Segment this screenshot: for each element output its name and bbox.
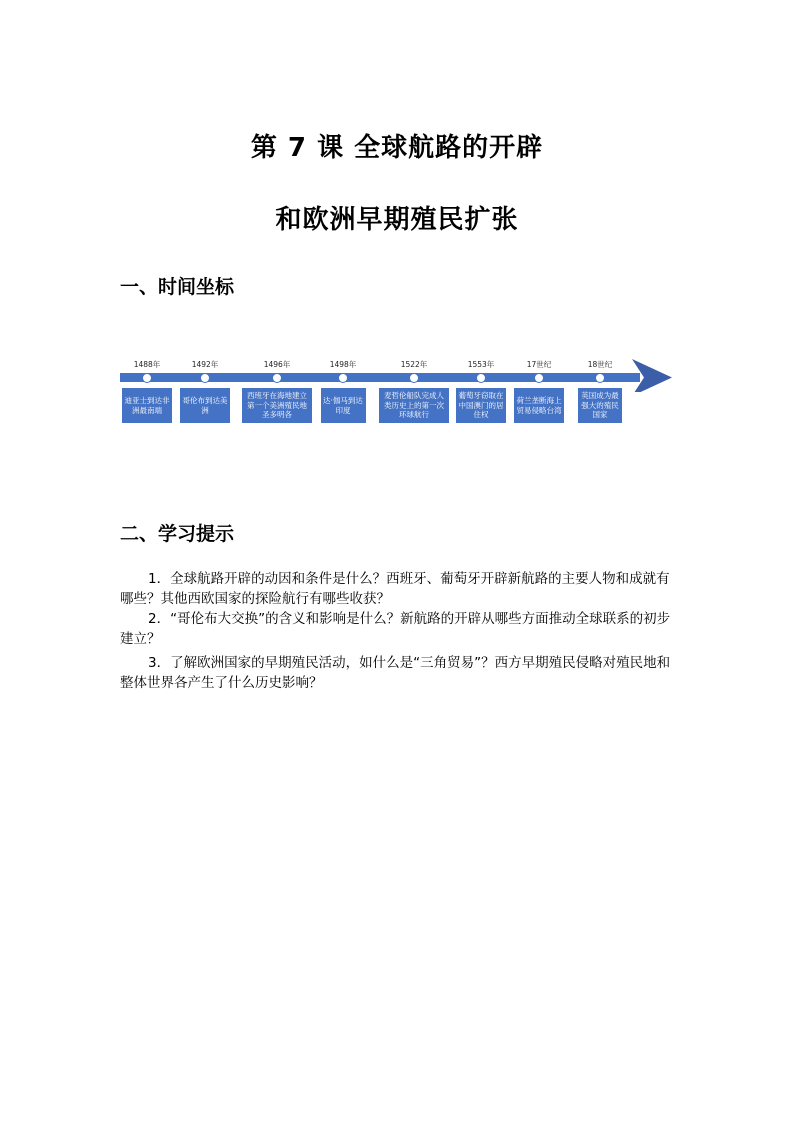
timeline-year-label: 1492年 [191, 360, 219, 369]
timeline-event-box: 英国成为最强大的殖民国家 [578, 388, 622, 423]
timeline-event-box: 达·伽马到达印度 [321, 388, 366, 423]
timeline-event-box: 迪亚士到达非洲最南端 [122, 388, 172, 423]
timeline-dot [339, 374, 348, 383]
timeline-year-label: 1522年 [400, 360, 428, 369]
timeline-dot [596, 374, 605, 383]
timeline [118, 352, 678, 432]
timeline-event-box: 葡萄牙窃取在中国澳门的居住权 [456, 388, 506, 423]
timeline-bar [120, 373, 640, 382]
section-heading-timeline: 一、时间坐标 [120, 276, 235, 298]
timeline-year-label: 1488年 [133, 360, 161, 369]
study-tip-1: 1．全球航路开辟的动因和条件是什么？西班牙、葡萄牙开辟新航路的主要人物和成就有哪些？其他西欧国家的探险航行有哪些收获？ [120, 571, 670, 607]
timeline-year-label: 1496年 [263, 360, 291, 369]
timeline-event-box: 荷兰垄断海上贸易侵略台湾 [514, 388, 564, 423]
timeline-dot [535, 374, 544, 383]
timeline-dot [410, 374, 419, 383]
timeline-dot [273, 374, 282, 383]
timeline-year-label: 1553年 [467, 360, 495, 369]
timeline-event-box: 麦哲伦船队完成人类历史上的第一次环球航行 [379, 388, 449, 423]
study-tip-2: 2．“哥伦布大交换”的含义和影响是什么？新航路的开辟从哪些方面推动全球联系的初步建立？ [120, 611, 671, 647]
timeline-year-label: 18世纪 [587, 360, 613, 369]
section-heading-study-tips: 二、学习提示 [120, 523, 235, 545]
timeline-event-box: 西班牙在海地建立第一个美洲殖民地圣多明各 [242, 388, 312, 423]
timeline-event-box: 哥伦布到达美洲 [180, 388, 230, 423]
timeline-dot [143, 374, 152, 383]
study-tip-3: 3．了解欧洲国家的早期殖民活动，如什么是“三角贸易”？西方早期殖民侵略对殖民地和整体世界各产生了什么历史影响？ [120, 655, 671, 691]
timeline-dot [201, 374, 210, 383]
timeline-arrow [118, 352, 678, 392]
timeline-dot [477, 374, 486, 383]
lesson-title-line-2: 和欧洲早期殖民扩张 [275, 205, 519, 235]
timeline-year-label: 1498年 [329, 360, 357, 369]
lesson-title-line-1: 第 7 课 全球航路的开辟 [250, 133, 544, 163]
timeline-year-label: 17世纪 [526, 360, 552, 369]
